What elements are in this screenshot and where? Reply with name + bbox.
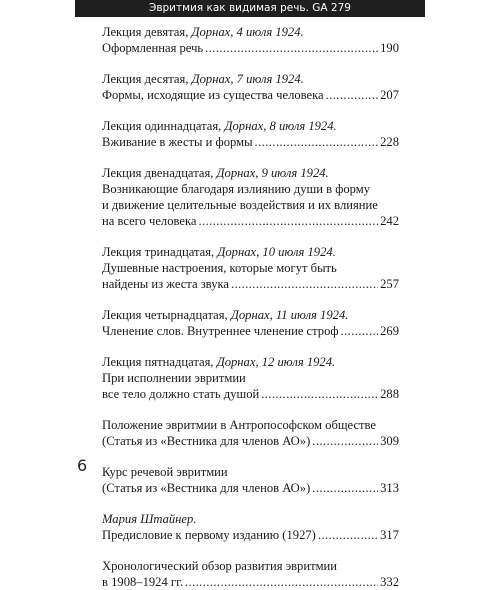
page-number: 288 xyxy=(380,387,399,401)
toc-leader-line xyxy=(102,574,399,590)
toc-entry-article-position[interactable] xyxy=(102,417,399,449)
toc-leader-line xyxy=(102,527,399,543)
entry-title-line: Возникающие благодаря излиянию души в форму xyxy=(102,182,371,196)
page-number: 228 xyxy=(380,135,399,149)
entry-title: в 1908–1924 гг. xyxy=(102,575,183,589)
lecture-heading xyxy=(102,24,399,40)
page-number: 257 xyxy=(380,277,399,291)
place-date: Дорнах, 8 июля 1924. xyxy=(224,119,337,133)
page-number: 207 xyxy=(380,88,399,102)
dot-leader xyxy=(231,276,378,292)
toc-leader-line xyxy=(102,433,399,449)
heading-text: Лекция тринадцатая, xyxy=(102,245,218,259)
page-folio-number: 6 xyxy=(77,456,88,475)
dot-leader xyxy=(326,87,378,103)
lecture-heading xyxy=(102,165,399,181)
entry-title: (Статья из «Вестника для членов АО») xyxy=(102,481,311,495)
toc-entry-lecture-11[interactable] xyxy=(102,118,399,150)
entry-title: Членение слов. Внутреннее членение строф xyxy=(102,324,339,338)
toc-leader-line xyxy=(102,323,399,339)
dot-leader xyxy=(198,213,378,229)
entry-title: Вживание в жесты и формы xyxy=(102,135,253,149)
dot-leader xyxy=(255,134,379,150)
entry-title: Оформленная речь xyxy=(102,41,204,55)
entry-title-line: Курс речевой эвритмии xyxy=(102,465,228,479)
toc-entry-lecture-10[interactable] xyxy=(102,71,399,103)
toc-leader-line xyxy=(102,134,399,150)
dot-leader xyxy=(341,323,379,339)
dot-leader xyxy=(205,40,378,56)
place-date: Дорнах, 4 июля 1924. xyxy=(191,25,304,39)
toc-leader-line xyxy=(102,276,399,292)
toc-entry-lecture-13[interactable] xyxy=(102,244,399,292)
toc-entry-lecture-14[interactable] xyxy=(102,307,399,339)
heading-text: Лекция десятая, xyxy=(102,72,192,86)
page-number: 242 xyxy=(380,214,399,228)
entry-title-line: и движение целительные воздействия и их влияние xyxy=(102,198,378,212)
page-number: 313 xyxy=(380,481,399,495)
author-name: Мария Штайнер. xyxy=(102,512,197,526)
dot-leader xyxy=(185,574,378,590)
toc-leader-line xyxy=(102,40,399,56)
toc-entry-lecture-12[interactable] xyxy=(102,165,399,229)
entry-title: Формы, исходящие из существа человека xyxy=(102,88,324,102)
heading-text: Лекция четырнадцатая, xyxy=(102,308,231,322)
toc-leader-line xyxy=(102,213,399,229)
toc-leader-line xyxy=(102,386,399,402)
lecture-heading xyxy=(102,118,399,134)
page-number: 317 xyxy=(380,528,399,542)
lecture-heading xyxy=(102,71,399,87)
dot-leader xyxy=(312,480,378,496)
dot-leader xyxy=(261,386,378,402)
toc-entry-preface[interactable] xyxy=(102,511,399,543)
entry-title-line: При исполнении эвритмии xyxy=(102,371,246,385)
entry-title: все тело должно стать душой xyxy=(102,387,260,401)
entry-title: найдены из жеста звука xyxy=(102,277,230,291)
lecture-heading xyxy=(102,354,399,370)
dot-leader xyxy=(312,433,378,449)
page-number: 190 xyxy=(380,41,399,55)
page-number: 332 xyxy=(380,575,399,589)
place-date: Дорнах, 9 июля 1924. xyxy=(216,166,329,180)
entry-title-line: Душевные настроения, которые могут быть xyxy=(102,261,337,275)
place-date: Дорнах, 11 июля 1924. xyxy=(230,308,349,322)
entry-title-line: Хронологический обзор развития эвритмии xyxy=(102,559,338,573)
lecture-heading xyxy=(102,307,399,323)
toc-leader-line xyxy=(102,480,399,496)
entry-title: на всего человека xyxy=(102,214,197,228)
lecture-heading xyxy=(102,244,399,260)
heading-text: Лекция пятнадцатая, xyxy=(102,355,217,369)
toc-entry-chronology[interactable] xyxy=(102,558,399,590)
heading-text: Лекция одиннадцатая, xyxy=(102,119,225,133)
page-number: 269 xyxy=(380,324,399,338)
dot-leader xyxy=(318,527,378,543)
entry-title-line: Положение эвритмии в Антропософском обществе xyxy=(102,418,377,432)
entry-title: (Статья из «Вестника для членов АО») xyxy=(102,434,311,448)
table-of-contents xyxy=(102,24,399,590)
running-head: Эвритмия как видимая речь. GA 279 xyxy=(75,0,425,17)
toc-entry-lecture-15[interactable] xyxy=(102,354,399,402)
place-date: Дорнах, 12 июля 1924. xyxy=(216,355,336,369)
toc-entry-article-course[interactable] xyxy=(102,464,399,496)
entry-title: Предисловие к первому изданию (1927) xyxy=(102,528,316,542)
page-number: 309 xyxy=(380,434,399,448)
heading-text: Лекция двенадцатая, xyxy=(102,166,217,180)
toc-entry-lecture-9[interactable] xyxy=(102,24,399,56)
toc-leader-line xyxy=(102,87,399,103)
heading-text: Лекция девятая, xyxy=(102,25,192,39)
place-date: Дорнах, 7 июля 1924. xyxy=(191,72,304,86)
place-date: Дорнах, 10 июля 1924. xyxy=(217,245,336,259)
